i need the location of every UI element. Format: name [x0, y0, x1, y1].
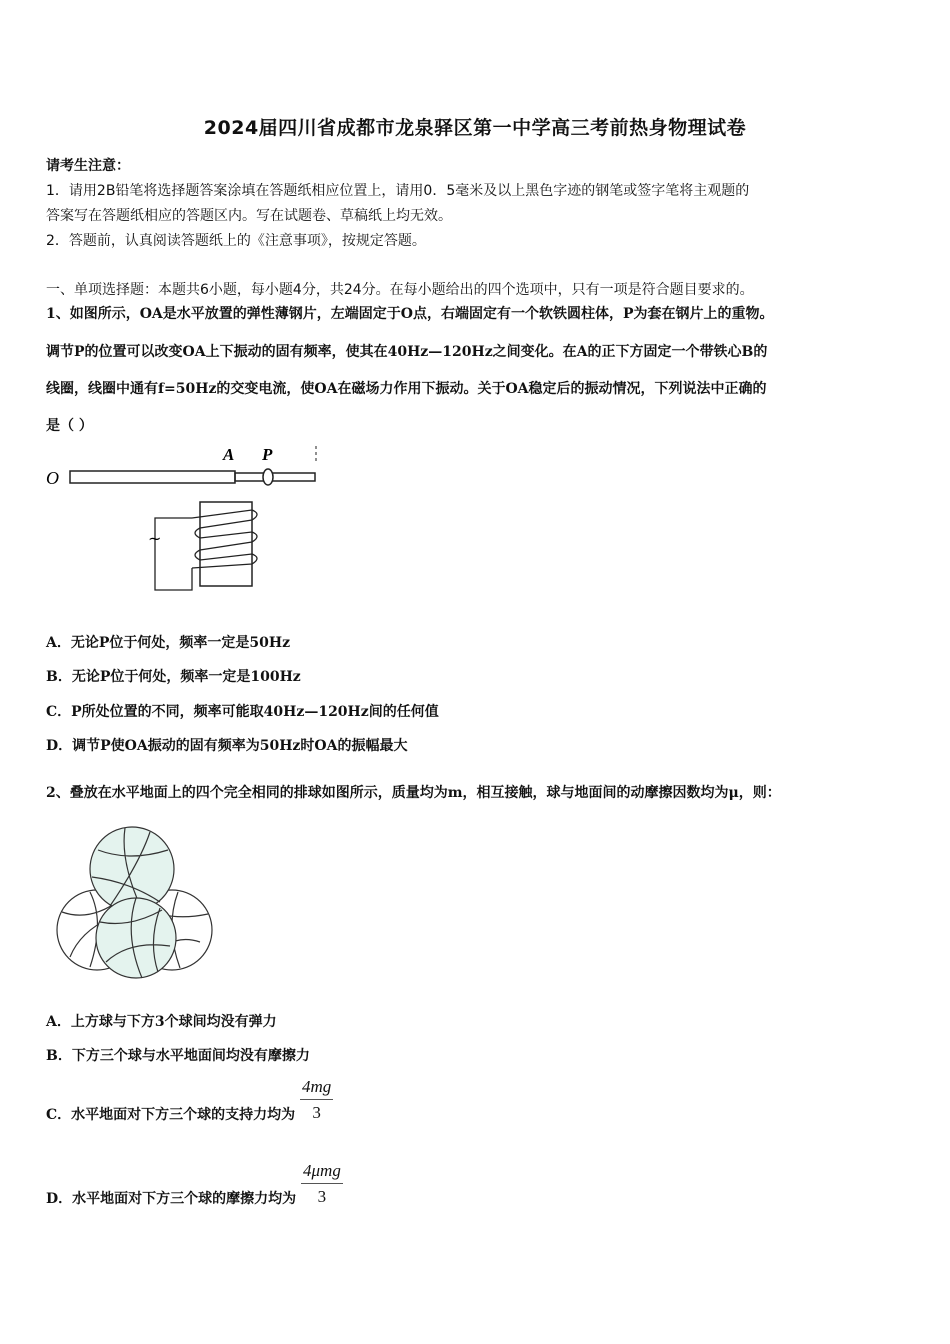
fraction-d-denominator: 3 [317, 1187, 327, 1206]
q1-stem-line-1: 1、如图所示，OA是水平放置的弹性薄钢片，左端固定于O点，右端固定有一个软铁圆柱体，P为套在钢片上的重物。 [46, 306, 774, 322]
fraction-c [300, 1077, 333, 1123]
q1-stem-line-2: 调节P的位置可以改变OA上下振动的固有频率，使其在40Hz—120Hz之间变化。在A的正下方固定一个带铁心B的 [46, 344, 768, 360]
iron-core [200, 502, 252, 586]
q2-option-d-row [46, 1160, 343, 1208]
ball-front [96, 898, 176, 978]
label-a: A [223, 445, 235, 464]
notice-line-1a: 1．请用2B铅笔将选择题答案涂填在答题纸相应位置上，请用0．5毫米及以上黑色字迹的钢笔或签字笔将主观题的 [46, 183, 750, 199]
notice-line-2: 2．答题前，认真阅读答题纸上的《注意事项》，按规定答题。 [46, 233, 426, 249]
fraction-c-numerator: 4mg [300, 1077, 333, 1100]
q1-option-c: C．P所处位置的不同，频率可能取40Hz—120Hz间的任何值 [46, 704, 439, 720]
q1-stem-line-4: 是（ ） [46, 418, 93, 434]
q1-option-b: B．无论P位于何处，频率一定是100Hz [46, 669, 301, 685]
notice-heading: 请考生注意： [46, 158, 130, 174]
soft-iron-end [235, 473, 315, 481]
page-title: 2024届四川省成都市龙泉驿区第一中学高三考前热身物理试卷 [203, 117, 747, 139]
notice-line-1b: 答案写在答题纸相应的答题区内。写在试题卷、草稿纸上均无效。 [46, 208, 452, 224]
fraction-d-numerator: 4μmg [301, 1161, 343, 1184]
fraction-c-denominator: 3 [312, 1103, 321, 1122]
q1-option-a: A．无论P位于何处，频率一定是50Hz [46, 635, 291, 651]
q1-stem-line-3: 线圈，线圈中通有f=50Hz的交变电流，使OA在磁场力作用下振动。关于OA稳定后的振动情况，下列说法中正确的 [46, 381, 767, 397]
steel-strip [70, 471, 235, 483]
q2-option-b: B．下方三个球与水平地面间均没有摩擦力 [46, 1048, 310, 1064]
q1-figure [40, 440, 330, 600]
fraction-d [301, 1161, 343, 1207]
q2-option-a: A．上方球与下方3个球间均没有弹力 [46, 1014, 277, 1030]
q2-option-c: C．水平地面对下方三个球的支持力均为 [46, 1107, 296, 1123]
label-o: O [46, 468, 59, 488]
label-p: P [262, 445, 273, 464]
q2-stem: 2、叠放在水平地面上的四个完全相同的排球如图所示，质量均为m，相互接触，球与地面间的动摩擦因数均为μ，则： [46, 785, 781, 801]
weight-p [263, 469, 273, 485]
q2-option-d: D．水平地面对下方三个球的摩擦力均为 [46, 1191, 297, 1207]
ac-symbol: ~ [148, 529, 162, 548]
q2-option-c-row [46, 1076, 333, 1124]
q1-option-d: D．调节P使OA振动的固有频率为50Hz时OA的振幅最大 [46, 738, 408, 754]
coil-winding [192, 510, 257, 568]
q2-figure [50, 822, 220, 982]
section-heading: 一、单项选择题：本题共6小题，每小题4分，共24分。在每小题给出的四个选项中，只有一项是符合题目要求的。 [46, 282, 754, 298]
